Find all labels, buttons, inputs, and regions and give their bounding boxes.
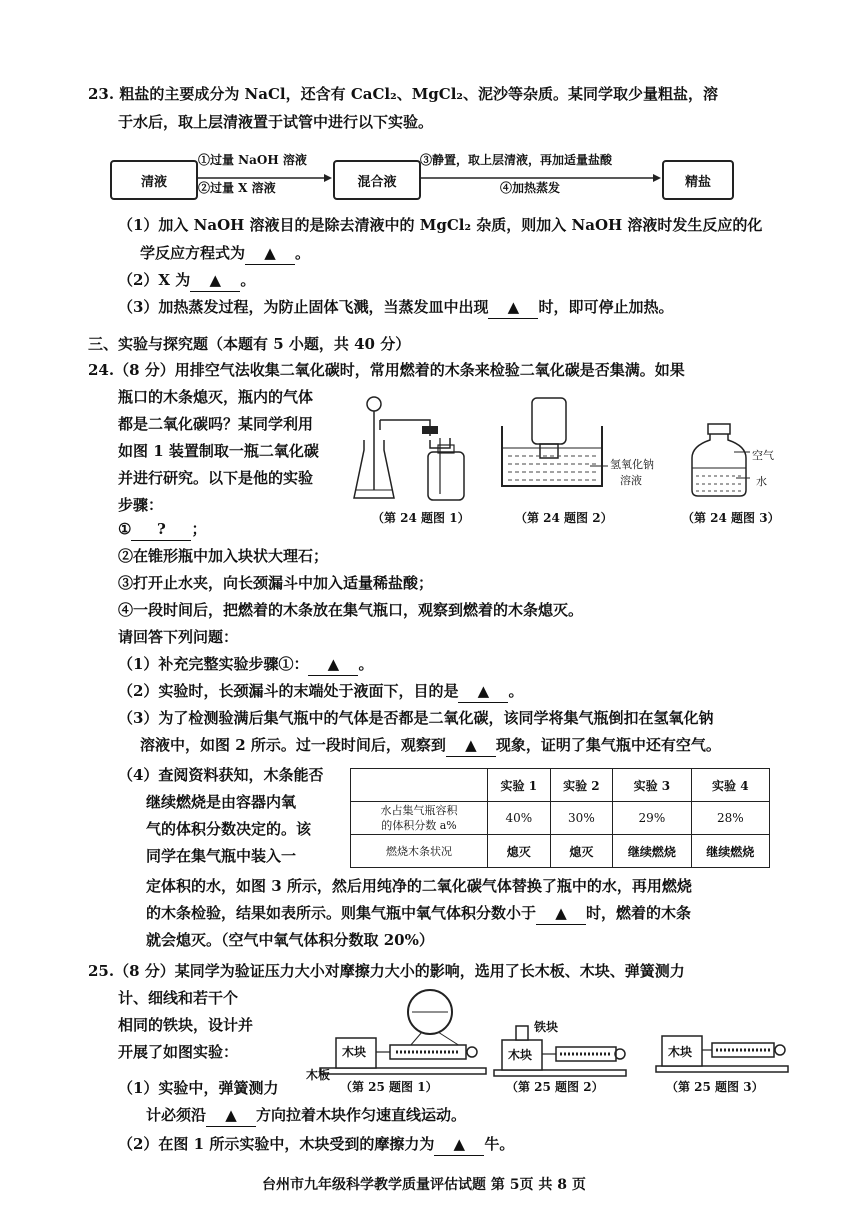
table-header-cell: 实验 4 bbox=[691, 769, 769, 802]
q24-answer-4-line-7: 就会熄灭。（空气中氧气体积分数取 20%） bbox=[146, 931, 434, 949]
q24-answer-4-line-1: （4）查阅资料获知，木条能否 bbox=[118, 766, 324, 784]
q25-a1b-end: 方向拉着木块作匀速直线运动。 bbox=[256, 1106, 467, 1124]
figure-24-3-caption: （第 24 题图 3） bbox=[682, 511, 780, 525]
figure-25-3-caption: （第 25 题图 3） bbox=[666, 1080, 764, 1094]
q23-sub2-text: （2）X 为 bbox=[118, 271, 191, 289]
answer-blank[interactable]: ? bbox=[131, 518, 191, 541]
figure-25-2-caption: （第 25 题图 2） bbox=[506, 1080, 604, 1094]
page-footer: 台州市九年级科学教学质量评估试题 第 5页 共 8 页 bbox=[262, 1177, 586, 1193]
q24-wrap-5: 步骤： bbox=[118, 496, 164, 514]
q24-wrap-3: 如图 1 装置制取一瓶二氧化碳 bbox=[118, 442, 319, 460]
q24-answer-4-line-2: 继续燃烧是由容器内氧 bbox=[146, 793, 297, 811]
q25-a2-end: 牛。 bbox=[484, 1135, 515, 1153]
table-header-row bbox=[351, 769, 770, 802]
q24-answer-4-line-4: 同学在集气瓶中装入一 bbox=[146, 847, 297, 865]
q24-step-1 bbox=[118, 518, 206, 541]
q25-wrap-3: 开展了如图实验： bbox=[118, 1043, 239, 1061]
q24-a1-text: （1）补充完整实验步骤①： bbox=[118, 655, 309, 673]
flow-step-2: ②过量 X 溶液 bbox=[198, 181, 276, 195]
q24-ask: 请回答下列问题： bbox=[118, 628, 239, 646]
figure-25-1-caption: （第 25 题图 1） bbox=[340, 1080, 438, 1094]
q25-line-1: 25.（8 分）某同学为验证压力大小对摩擦力大小的影响，选用了长木板、木块、弹簧测力 bbox=[88, 962, 685, 980]
table-header-cell bbox=[351, 769, 488, 802]
table-header-cell: 实验 3 bbox=[613, 769, 691, 802]
section-3-heading: 三、实验与探究题（本题有 5 小题，共 40 分） bbox=[88, 335, 411, 353]
flow-step-4: ④加热蒸发 bbox=[500, 181, 561, 195]
flow-box-label: 精盐 bbox=[684, 174, 711, 190]
q24-a4d-end: 时，燃着的木条 bbox=[586, 904, 692, 922]
table-row-label: 燃烧木条状况 bbox=[351, 835, 488, 868]
step-number: ① bbox=[118, 520, 132, 538]
q24-answer-4-line-5: 定体积的水，如图 3 所示，然后用纯净的二氧化碳气体替换了瓶中的水，再用燃烧 bbox=[146, 877, 692, 895]
flow-step-3: ③静置，取上层清液，再加适量盐酸 bbox=[420, 153, 613, 167]
table-row-label bbox=[351, 802, 488, 835]
answer-blank[interactable]: ▲ bbox=[245, 242, 295, 265]
flow-arrows bbox=[0, 0, 860, 220]
q24-line-1: 24.（8 分）用排空气法收集二氧化碳时，常用燃着的木条来检验二氧化碳是否集满。如果 bbox=[88, 361, 685, 379]
q25-wrap-1: 计、细线和若干个 bbox=[118, 989, 239, 1007]
table-header-cell: 实验 2 bbox=[550, 769, 613, 802]
q24-answer-4-line-6 bbox=[146, 902, 691, 925]
q24-wrap-2: 都是二氧化碳吗？某同学利用 bbox=[118, 415, 314, 433]
figure-24-2-label-2: 溶液 bbox=[620, 474, 642, 487]
figure-24-2-inverted-bottle bbox=[498, 392, 618, 502]
q24-a2-text: （2）实验时，长颈漏斗的末端处于液面下，目的是 bbox=[118, 682, 459, 700]
q24-step-3: ③打开止水夹，向长颈漏斗中加入适量稀盐酸； bbox=[118, 574, 434, 592]
q24-answer-1 bbox=[118, 653, 373, 676]
q23-sub3-end: 时，即可停止加热。 bbox=[538, 298, 674, 316]
q24-answer-3-line-2 bbox=[140, 734, 721, 757]
q24-wrap-4: 并进行研究。以下是他的实验 bbox=[118, 469, 314, 487]
table-header-cell: 实验 1 bbox=[488, 769, 551, 802]
q23-sub2 bbox=[118, 269, 255, 292]
q24-answer-3-line-1: （3）为了检测验满后集气瓶中的气体是否都是二氧化碳，该同学将集气瓶倒扣在氢氧化钠 bbox=[118, 709, 714, 727]
table-cell: 40% bbox=[488, 802, 551, 835]
q24-a3-end: 现象，证明了集气瓶中还有空气。 bbox=[495, 736, 721, 754]
answer-blank[interactable]: ▲ bbox=[446, 734, 496, 757]
figure-24-1-caption: （第 24 题图 1） bbox=[372, 511, 470, 525]
q25-answer-2 bbox=[118, 1133, 514, 1156]
label-line: 水占集气瓶容积 bbox=[380, 804, 458, 817]
period: 。 bbox=[240, 271, 256, 289]
figure-24-3-bottle bbox=[684, 418, 774, 518]
q25-wrap-2: 相同的铁块，设计并 bbox=[118, 1016, 254, 1034]
table-cell: 30% bbox=[550, 802, 613, 835]
label-line: 的体积分数 a% bbox=[381, 819, 457, 832]
figure-24-3-air-label: 空气 bbox=[752, 449, 774, 462]
semicolon: ； bbox=[191, 520, 207, 538]
figure-25-1-board-label: 木板 bbox=[306, 1068, 331, 1082]
period: 。 bbox=[508, 682, 524, 700]
q25-a1b-text: 计必须沿 bbox=[146, 1106, 207, 1124]
q23-sub3 bbox=[118, 296, 673, 319]
figure-24-2-caption: （第 24 题图 2） bbox=[515, 511, 613, 525]
figure-24-3-water-label: 水 bbox=[756, 475, 767, 488]
table-cell: 熄灭 bbox=[488, 835, 551, 868]
flow-box-label: 清液 bbox=[140, 174, 167, 190]
q23-line-1: 23. 粗盐的主要成分为 NaCl，还含有 CaCl₂、MgCl₂、泥沙等杂质。某同学取少量粗盐，溶 bbox=[88, 85, 718, 103]
answer-blank[interactable]: ▲ bbox=[488, 296, 538, 319]
table-cell: 熄灭 bbox=[550, 835, 613, 868]
q24-step-4: ④一段时间后，把燃着的木条放在集气瓶口，观察到燃着的木条熄灭。 bbox=[118, 601, 584, 619]
table-cell: 继续燃烧 bbox=[691, 835, 769, 868]
answer-blank[interactable]: ▲ bbox=[308, 653, 358, 676]
flow-box-label: 混合液 bbox=[357, 174, 397, 190]
table-row bbox=[351, 802, 770, 835]
answer-blank[interactable]: ▲ bbox=[206, 1104, 256, 1127]
q24-step-2: ②在锥形瓶中加入块状大理石； bbox=[118, 547, 329, 565]
table-cell: 继续燃烧 bbox=[613, 835, 691, 868]
figure-25-1-block-label: 木块 bbox=[342, 1045, 367, 1059]
answer-blank[interactable]: ▲ bbox=[190, 269, 240, 292]
table-row bbox=[351, 835, 770, 868]
q23-sub3-text: （3）加热蒸发过程，为防止固体飞溅，当蒸发皿中出现 bbox=[118, 298, 489, 316]
table-cell: 29% bbox=[613, 802, 691, 835]
q24-answer-4-line-3: 气的体积分数决定的。该 bbox=[146, 820, 312, 838]
period: 。 bbox=[295, 244, 311, 262]
q23-line-2: 于水后，取上层清液置于试管中进行以下实验。 bbox=[118, 113, 434, 131]
period: 。 bbox=[358, 655, 374, 673]
experiment-results-table bbox=[350, 768, 770, 868]
figure-24-2-label-1: 氢氧化钠 bbox=[610, 458, 654, 471]
figure-25-3-block-label: 木块 bbox=[668, 1045, 693, 1059]
answer-blank[interactable]: ▲ bbox=[536, 902, 586, 925]
figure-25-2-iron-label: 铁块 bbox=[534, 1020, 559, 1034]
q25-a2-text: （2）在图 1 所示实验中，木块受到的摩擦力为 bbox=[118, 1135, 435, 1153]
flow-step-1: ①过量 NaOH 溶液 bbox=[198, 153, 307, 167]
figure-25-2-block-label: 木块 bbox=[508, 1048, 533, 1062]
answer-blank[interactable]: ▲ bbox=[458, 680, 508, 703]
q23-sub1-text: 学反应方程式为 bbox=[140, 244, 246, 262]
q25-answer-1-line-1: （1）实验中，弹簧测力 bbox=[118, 1079, 279, 1097]
figure-24-1-apparatus bbox=[350, 390, 480, 510]
q24-answer-2 bbox=[118, 680, 523, 703]
q23-sub1-line-1: （1）加入 NaOH 溶液目的是除去清液中的 MgCl₂ 杂质，则加入 NaOH 溶液时发生反应的化 bbox=[118, 216, 763, 234]
q24-wrap-1: 瓶口的木条熄灭，瓶内的气体 bbox=[118, 388, 314, 406]
answer-blank[interactable]: ▲ bbox=[434, 1133, 484, 1156]
q24-a4d-text: 的木条检验，结果如表所示。则集气瓶中氧气体积分数小于 bbox=[146, 904, 537, 922]
q24-a3-text: 溶液中，如图 2 所示。过一段时间后，观察到 bbox=[140, 736, 446, 754]
q25-answer-1-line-2 bbox=[146, 1104, 466, 1127]
q23-sub1-line-2 bbox=[140, 242, 310, 265]
table-cell: 28% bbox=[691, 802, 769, 835]
